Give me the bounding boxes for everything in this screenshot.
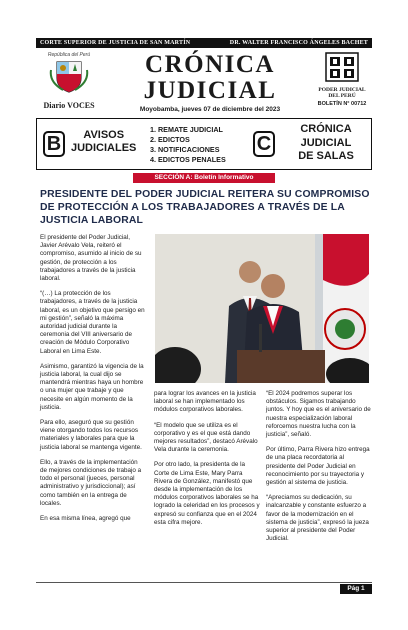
court-name: CORTE SUPERIOR DE JUSTICIA DE SAN MARTÍN <box>40 40 191 46</box>
list-item: 4. EDICTOS PENALES <box>150 155 226 164</box>
cronica-line-3: DE SALAS <box>298 150 354 162</box>
list-item: 2. EDICTOS <box>150 135 190 144</box>
title-line-1: CRÓNICA <box>145 51 275 78</box>
paragraph: “El modelo que se utiliza es el corporativo y es el que está dando mejores resultados”, destacó Arévalo Vela durante la ceremonia. <box>154 421 258 454</box>
section-label: SECCIÓN A: Boletín Informativo <box>133 173 275 183</box>
pj-name-1: PODER JUDICIAL <box>318 87 366 93</box>
paragraph: El presidente del Poder Judicial, Javier Arévalo Vela, reiteró el compromiso, asumido al inicio de su gestión, de protección a los trabajadores a través de la justicia laboral. <box>40 234 142 283</box>
diario-name: Diario VOCES <box>43 101 95 110</box>
paragraph: “(…) La protección de los trabajadores, a través de la justicia laboral, es un objetivo que persigo en mi gestión”, señaló la máxima autoridad judicial durante la ceremonia del VIII aniversario de creación de Módulo Corporativo Laboral en Lima Este. <box>40 290 145 355</box>
footer-rule <box>36 582 372 583</box>
paragraph: Por otro lado, la presidenta de la Corte de Lima Este, Mary Parra Rivera de González, manifestó que desde la implementación de los módulos corporativos laborales se ha logrado la celeridad en los procesos y expresó su confianza que en el 2024 esta cifra mejore. <box>154 461 260 526</box>
court-president: DR. WALTER FRANCISCO ÁNGELES BACHET <box>229 40 368 46</box>
masthead <box>36 50 372 116</box>
avisos-line-2: JUDICIALES <box>71 142 137 154</box>
paragraph: Por último, Parra Rivera hizo entrega de una placa recordatoria al presidente del Poder Judicial en reconocimiento por su trayectoria y gestión al sistema de justicia. <box>266 446 370 487</box>
paragraph: Ello, a través de la implementación de mejores condiciones de trabajo a todo el personal (jueces, personal administrativo y jurisdiccional); así como también en la entrega de locales. <box>40 458 142 507</box>
title-block <box>122 52 298 113</box>
pj-name-2: DEL PERÚ <box>328 93 356 99</box>
article-column-2 <box>154 390 260 534</box>
boletin-number: BOLETÍN N° 00712 <box>317 101 367 107</box>
list-item: 3. NOTIFICACIONES <box>150 145 220 154</box>
article-photo <box>155 234 369 383</box>
dateline: Moyobamba, jueves 07 de diciembre del 2023 <box>139 106 281 113</box>
section-c-letter: C <box>253 131 275 157</box>
poder-judicial-logo <box>312 52 372 107</box>
ceremony-photo <box>155 234 369 383</box>
cronica-line-1: CRÓNICA <box>300 123 352 135</box>
article-headline: PRESIDENTE DEL PODER JUDICIAL REITERA SU COMPROMISO DE PROTECCIÓN A LOS TRABAJADORES A TRAVÉS DE LA JUSTICIA LABORAL <box>40 189 370 226</box>
avisos-judiciales <box>71 129 136 155</box>
title-line-2: JUDICIAL <box>143 77 277 104</box>
cronica-line-2: JUDICIAL <box>300 136 352 149</box>
sections-index <box>36 118 372 170</box>
paragraph: En esa misma línea, agregó que <box>40 515 131 523</box>
paragraph: Asimismo, garantizó la vigencia de la justicia laboral, la cual dijo se mantendrá mientras haya un hombre o una mujer que trabaje y que necesite en algún momento de la justicia. <box>40 362 144 411</box>
article-column-3 <box>266 390 372 550</box>
diario-voces-logo <box>36 52 102 110</box>
republic-label: República del Perú <box>47 52 91 58</box>
page-number: Pág 1 <box>340 584 372 594</box>
paragraph: Para ello, aseguró que su gestión viene otorgando todos los recursos materiales y laborales para que la justicia laboral se mantenga vigente. <box>40 419 142 451</box>
avisos-line-1: AVISOS <box>83 129 125 141</box>
article-column-1 <box>40 234 146 530</box>
paragraph: “El 2024 podremos superar los obstáculos. Sigamos trabajando juntos. Y hoy que es el aniversario de nuestra especialización laboral reforcemos nuestra lucha con la justicia”, señaló. <box>266 390 371 439</box>
pj-emblem-icon <box>325 52 359 82</box>
section-items-list <box>150 125 226 165</box>
top-bar <box>36 38 372 48</box>
paragraph: para lograr los avances en la justicia laboral se han implementado los módulos corporativos laborales. <box>154 390 256 414</box>
paragraph: “Apreciamos su dedicación, su inalcanzable y constante esfuerzo a favor de la modernización en el sistema de justicia”, expresó la jueza superior al presidente del Poder Judicial. <box>266 494 369 543</box>
list-item: 1. REMATE JUDICIAL <box>150 125 223 134</box>
cronica-judicial-salas <box>283 123 369 164</box>
peru-coat-of-arms-icon <box>49 58 89 94</box>
section-b-letter: B <box>43 131 65 157</box>
